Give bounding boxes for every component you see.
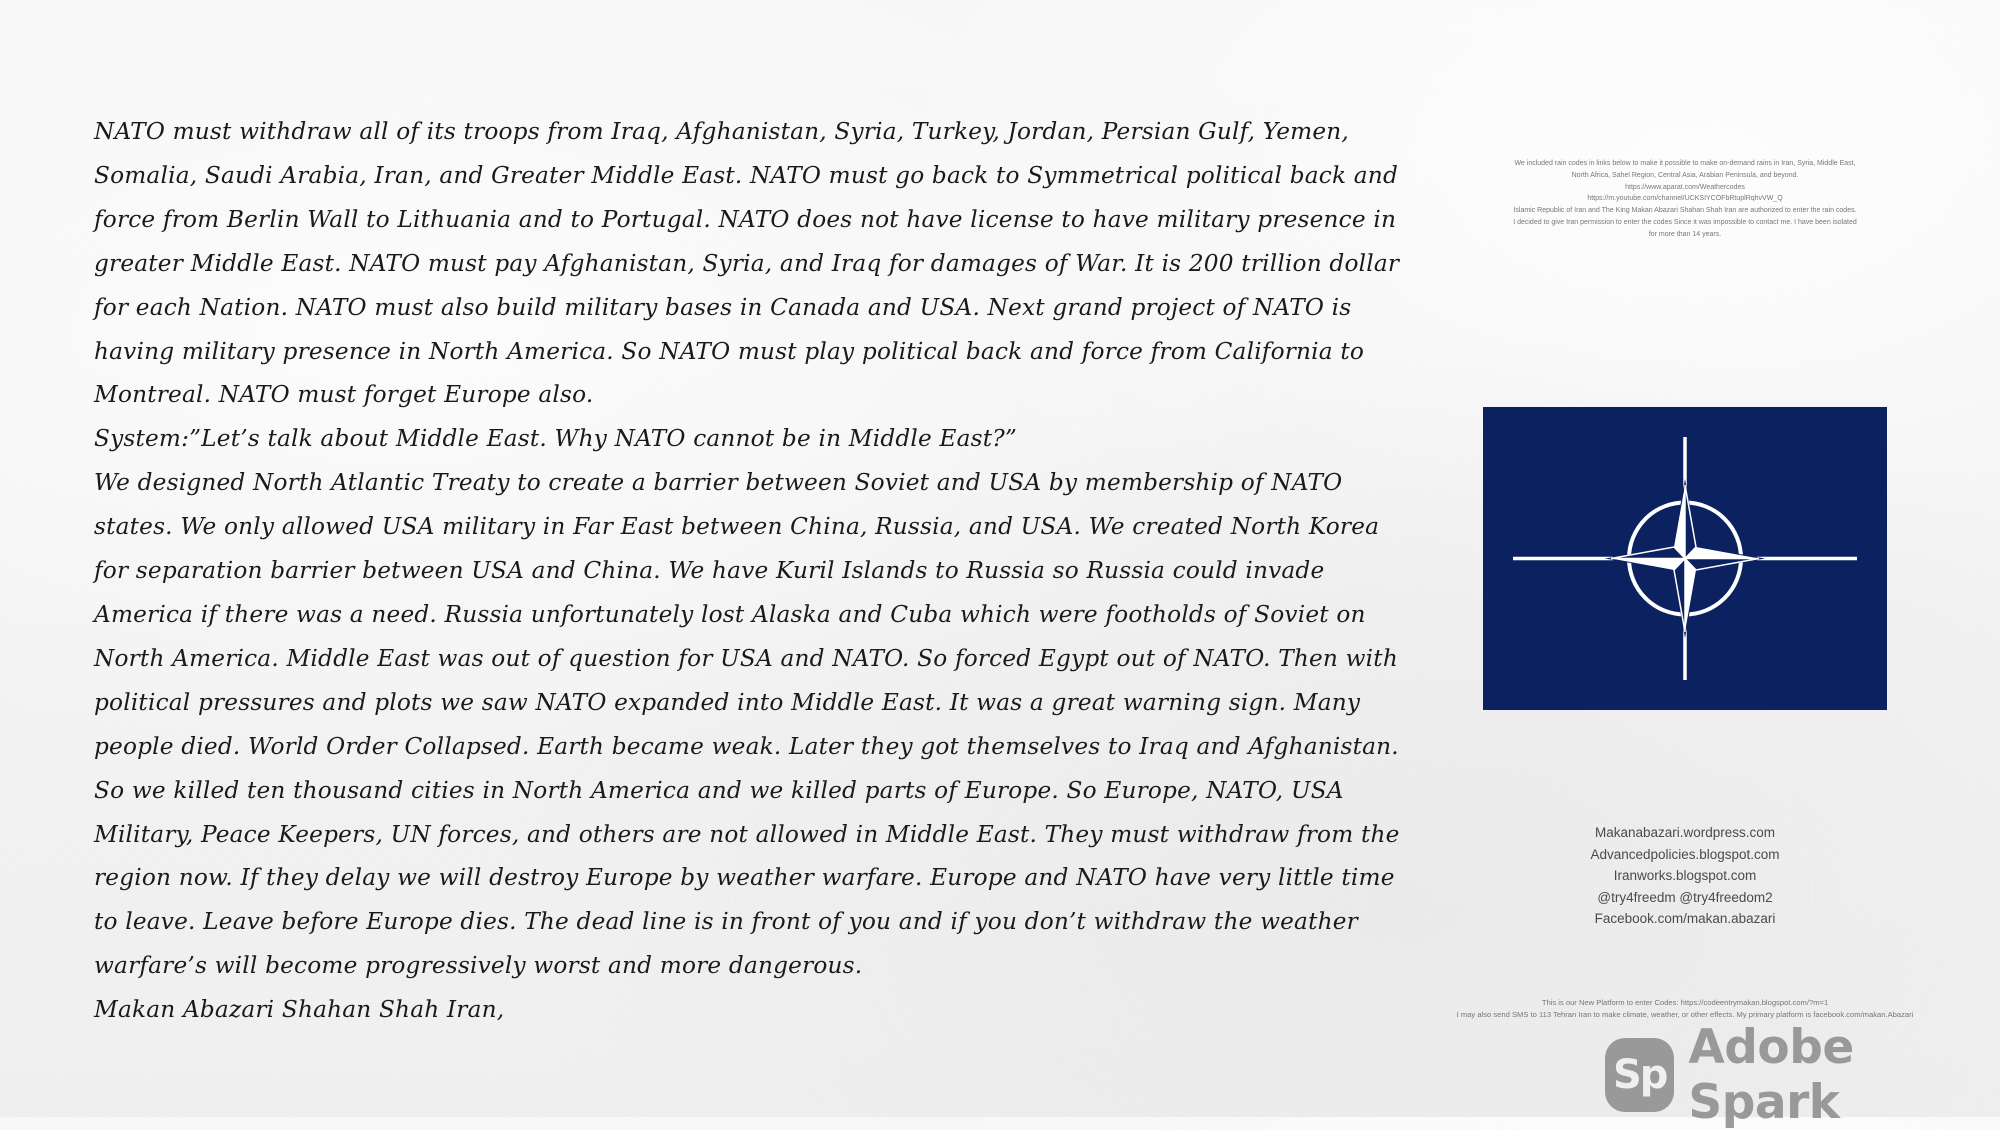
- platform-line: This is our New Platform to enter Codes: https://codeentrymakan.blogspot.com/?m=1: [1541, 998, 1829, 1007]
- link-blogspot-iranworks[interactable]: Iranworks.blogspot.com: [1613, 868, 1757, 884]
- rain-info-line: We included rain codes in links below to make it possible to make on-demand rains in Iran, Syria, Middle East,: [1514, 160, 1856, 167]
- link-facebook[interactable]: Facebook.com/makan.abazari: [1594, 911, 1776, 927]
- rain-info-line: I decided to give Iran permission to enter the codes Since it was impossible to contact me. I have been isolated: [1513, 218, 1857, 226]
- contact-links: [1560, 822, 1810, 930]
- rain-info-line: for more than 14 years.: [1648, 230, 1722, 238]
- nato-compass-star-icon: [1483, 407, 1887, 710]
- rain-info-link[interactable]: https://www.aparat.com/Weathercodes: [1625, 183, 1745, 191]
- signature-line: Makan Abazari Shahan Shah Iran,: [94, 996, 505, 1024]
- rain-info-line: Islamic Republic of Iran and The King Makan Abazari Shahan Shah Iran are authorized to enter the rain codes.: [1513, 207, 1857, 215]
- link-blogspot-policies[interactable]: Advancedpolicies.blogspot.com: [1590, 846, 1780, 862]
- twitter-handles[interactable]: @try4freedm @try4freedom2: [1597, 889, 1773, 905]
- adobe-spark-logo-icon: Sp: [1605, 1038, 1674, 1112]
- rain-info-line: North Africa, Sahel Region, Central Asia, Arabian Peninsula, and beyond.: [1571, 171, 1799, 179]
- rain-info-link[interactable]: https://m.youtube.com/channel/UCKSIYCOFbRtuplRqhvVW_Q: [1587, 195, 1783, 203]
- nato-flag-image: [1483, 407, 1887, 710]
- main-text-body: [94, 110, 1414, 1032]
- paragraph-system-question: System:”Let’s talk about Middle East. Why NATO cannot be in Middle East?”: [94, 425, 1017, 453]
- adobe-spark-wordmark: Adobe Spark: [1688, 1020, 1854, 1130]
- rain-codes-note: [1505, 158, 1865, 241]
- paragraph-nato-withdraw: NATO must withdraw all of its troops from Iraq, Afghanistan, Syria, Turkey, Jordan, Persian Gulf, Yemen, Somalia, Saudi Arabia, Iran, and Greater Middle East. NATO must go back to Symmetrical political back and force from Berlin Wall to Lithuania and to Portugal. NATO does not have license to have military presence in greater Middle East. NATO must pay Afghanistan, Syria, and Iraq for damages of War. It is 200 trillion dollar for each Nation. NATO must also build military bases in Canada and USA. Next grand project of NATO is having military presence in North America. So NATO must play political back and force from California to Montreal. NATO must forget Europe also.: [94, 118, 1400, 409]
- platform-note: [1420, 997, 1950, 1021]
- paragraph-treaty-history: We designed North Atlantic Treaty to create a barrier between Soviet and USA by membership of NATO states. We only allowed USA military in Far East between China, Russia, and USA. We created North Korea for separation barrier between USA and China. We have Kuril Islands to Russia so Russia could invade America if there was a need. Russia unfortunately lost Alaska and Cuba which were footholds of Soviet on North America. Middle East was out of question for USA and NATO. So forced Egypt out of NATO. Then with political pressures and plots we saw NATO expanded into Middle East. It was a great warning sign. Many people died. World Order Collapsed. Earth became weak. Later they got themselves to Iraq and Afghanistan. So we killed ten thousand cities in North America and we killed parts of Europe. So Europe, NATO, USA Military, Peace Keepers, UN forces, and others are not allowed in Middle East. They must withdraw from the region now. If they delay we will destroy Europe by weather warfare. Europe and NATO have very little time to leave. Leave before Europe dies. The dead line is in front of you and if you don’t withdraw the weather warfare’s will become progressively worst and more dangerous.: [94, 469, 1400, 980]
- platform-line: I may also send SMS to 113 Tehran Iran to make climate, weather, or other effects. My primary platform is facebook.com/makan.Abazari: [1456, 1010, 1914, 1019]
- adobe-spark-watermark: [1605, 1020, 2000, 1130]
- link-wordpress[interactable]: Makanabazari.wordpress.com: [1594, 825, 1776, 840]
